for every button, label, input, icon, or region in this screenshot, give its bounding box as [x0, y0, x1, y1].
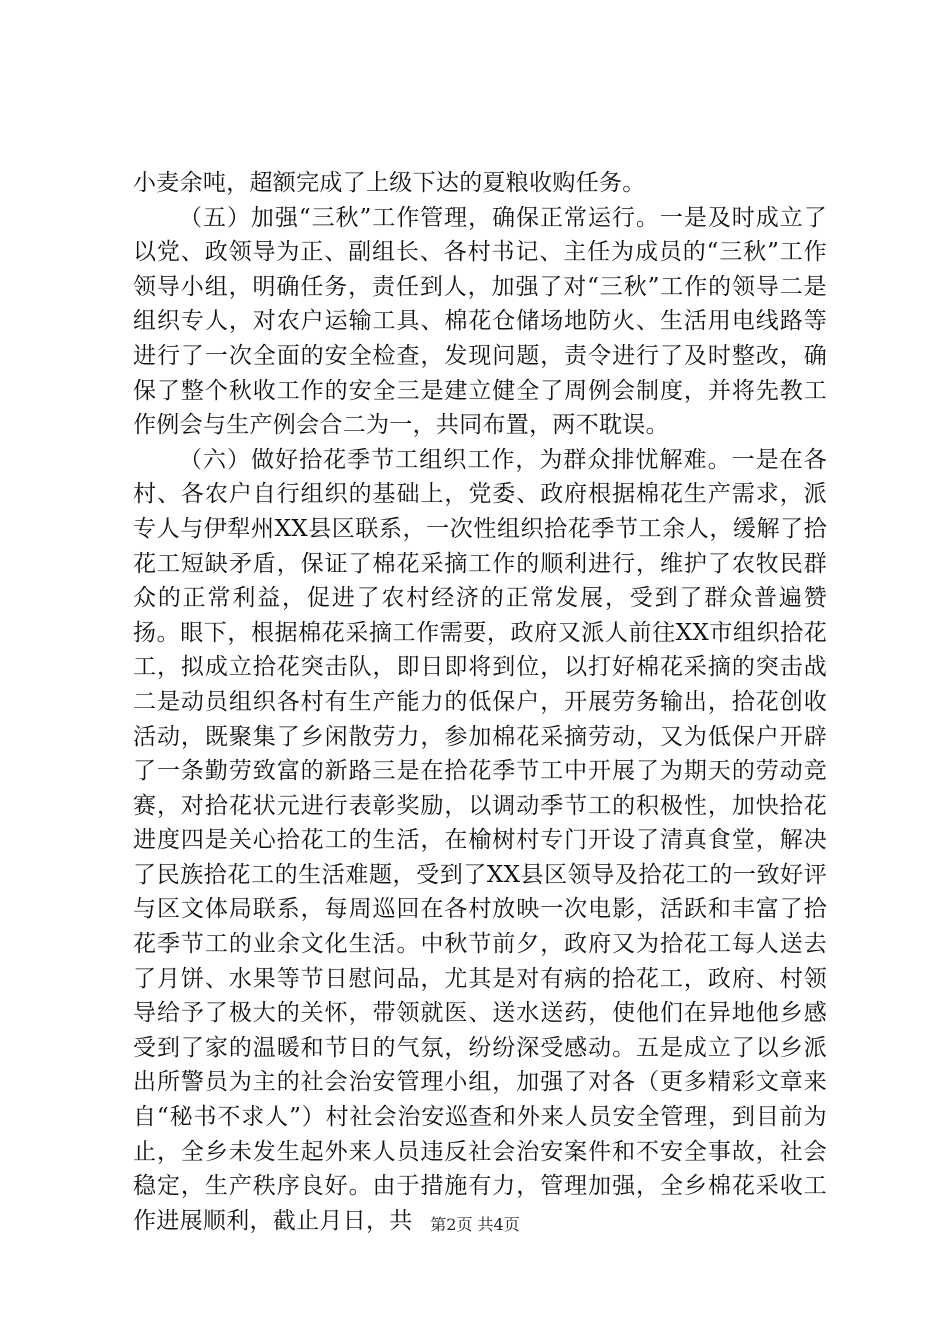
document-body	[133, 166, 827, 1238]
paragraph-section-six: （六）做好拾花季节工组织工作，为群众排忧解难。一是在各村、各农户自行组织的基础上，党委、政府根据棉花生产需求，派专人与伊犁州XX县区联系，一次性组织拾花季节工余人，缓解了拾花工短缺矛盾，保证了棉花采摘工作的顺利进行，维护了农牧民群众的正常利益，促进了农村经济的正常发展，受到了群众普遍赞扬。眼下，根据棉花采摘工作需要，政府又派人前往XX市组织拾花工，拟成立拾花突击队，即日即将到位，以打好棉花采摘的突击战二是动员组织各村有生产能力的低保户，开展劳务输出，拾花创收活动，既聚集了乡闲散劳力，参加棉花采摘劳动，又为低保户开辟了一条勤劳致富的新路三是在拾花季节工中开展了为期天的劳动竞赛，对拾花状元进行表彰奖励，以调动季节工的积极性，加快拾花进度四是关心拾花工的生活，在榆树村专门开设了清真食堂，解决了民族拾花工的生活难题，受到了XX县区领导及拾花工的一致好评与区文体局联系，每周巡回在各村放映一次电影，活跃和丰富了拾花季节工的业余文化生活。中秋节前夕，政府又为拾花工每人送去了月饼、水果等节日慰问品，尤其是对有病的拾花工，政府、村领导给予了极大的关怀，带领就医、送水送药，使他们在异地他乡感受到了家的温暖和节日的气氛，纷纷深受感动。五是成立了以乡派出所警员为主的社会治安管理小组，加强了对各（更多精彩文章来自“秘书不求人”）村社会治安巡查和外来人员安全管理，到目前为止，全乡未发生起外来人员违反社会治安案件和不安全事故，社会稳定，生产秩序良好。由于措施有力，管理加强，全乡棉花采收工作进展顺利，截止月日，共	[133, 446, 827, 1234]
paragraph-continuation: 小麦余吨，超额完成了上级下达的夏粮收购任务。	[133, 170, 646, 196]
page-number-footer: 第2页 共4页	[430, 1215, 520, 1234]
paragraph-section-five: （五）加强“三秋”工作管理，确保正常运行。一是及时成立了以党、政领导为正、副组长、各村书记、主任为成员的“三秋”工作领导小组，明确任务，责任到人，加强了对“三秋”工作的领导二是组织专人，对农户运输工具、棉花仓储场地防火、生活用电线路等进行了一次全面的安全检查，发现问题，责令进行了及时整改，确保了整个秋收工作的安全三是建立健全了周例会制度，并将先教工作例会与生产例会合二为一，共同布置，两不耽误。	[133, 204, 827, 439]
